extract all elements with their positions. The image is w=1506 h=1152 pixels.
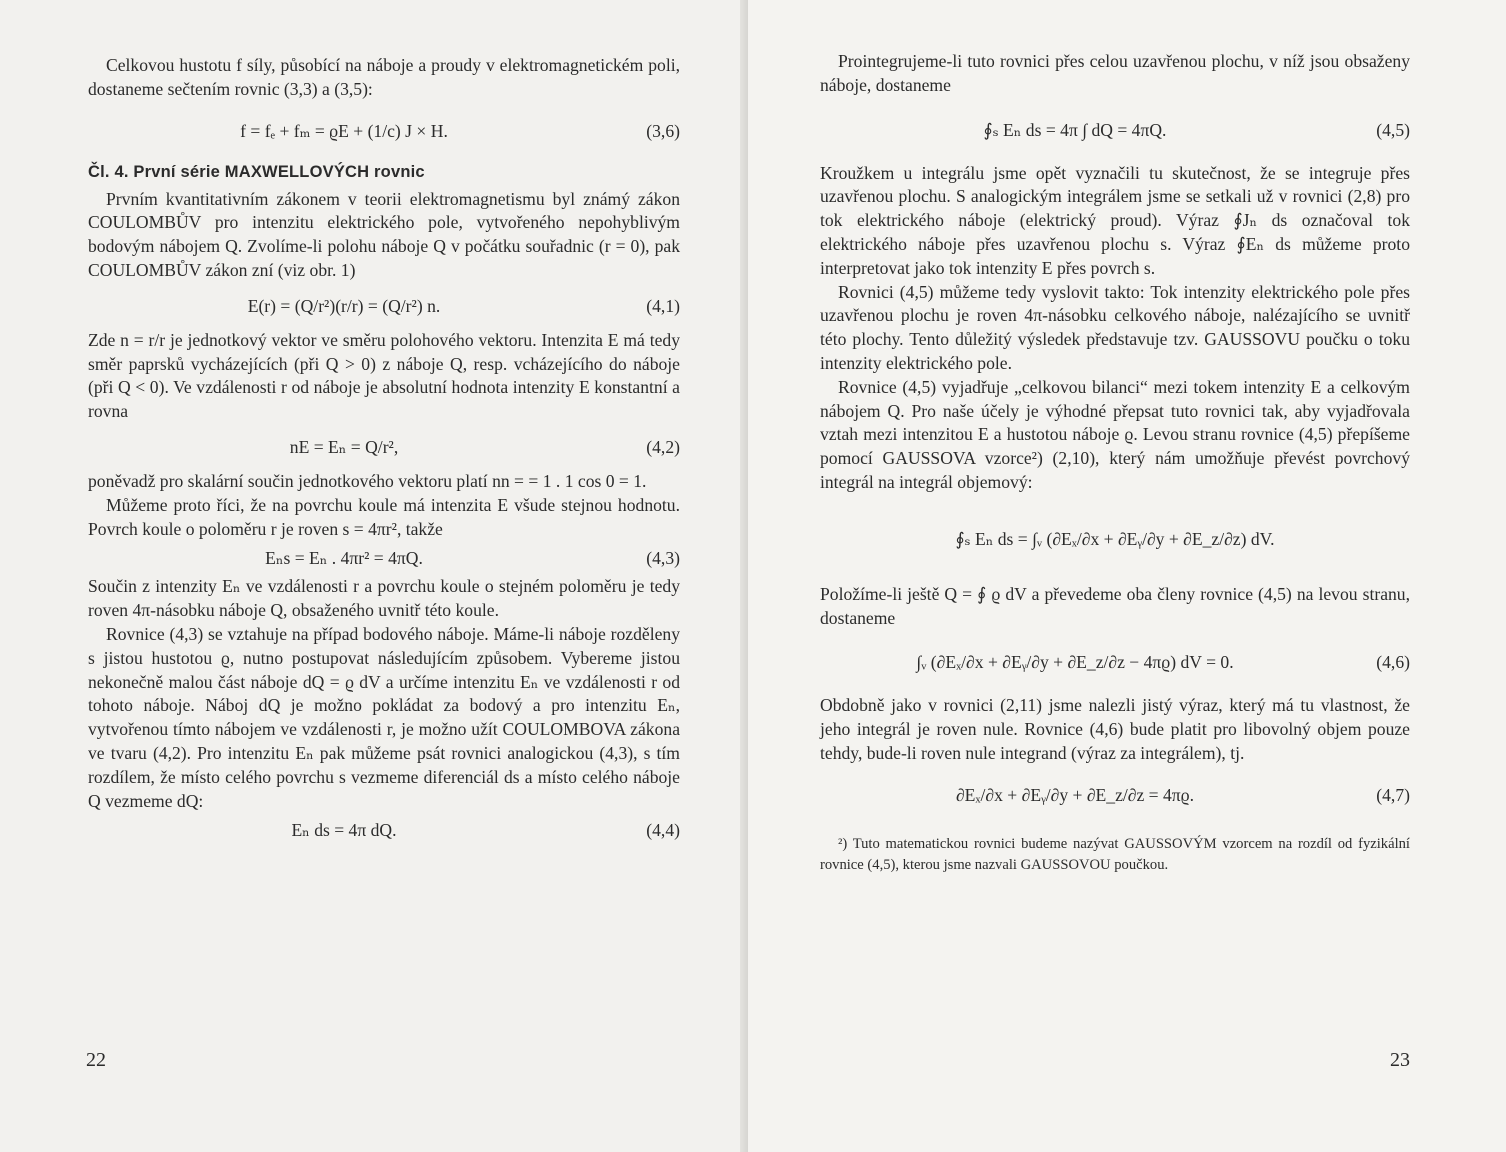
- equation-number: (4,6): [1376, 652, 1410, 673]
- page-number: 22: [86, 1049, 106, 1071]
- equation-number: (4,3): [646, 548, 680, 569]
- paragraph: Prvním kvantitativním zákonem v teorii elektromagnetismu byl známý zákon COULOMBŮV pro intenzitu elektrického pole, vytvořeného nepohyblivým bodovým nábojem Q. Zvolíme-li polohu náboje Q v počátku souřadnic (r = 0), pak COULOMBŮV zákon zní (viz obr. 1): [88, 188, 680, 280]
- equation-number: (4,1): [646, 295, 680, 316]
- equation-expression: E(r) = (Q/r²)(r/r) = (Q/r²) n.: [247, 295, 441, 316]
- equation-4-1: [88, 283, 680, 329]
- equation-expression: ∫ᵥ (∂Eₓ/∂x + ∂Eᵧ/∂y + ∂E_z/∂z − 4πϱ) dV = 0.: [916, 652, 1234, 673]
- equation-number: (3,6): [646, 120, 680, 141]
- equation-number: (4,2): [646, 436, 680, 457]
- equation-4-2: [88, 424, 680, 470]
- right-page: [748, 0, 1506, 1152]
- equation-3-6: [88, 114, 680, 148]
- paragraph: Celkovou hustotu f síly, působící na náboje a proudy v elektromagnetickém poli, dostaneme sečtením rovnic (3,3) a (3,5):: [88, 55, 680, 99]
- section-heading: Čl. 4. První série MAXWELLOVÝCH rovnic: [88, 162, 425, 181]
- equation-4-5: [820, 98, 1410, 162]
- paragraph: Zde n = r/r je jednotkový vektor ve směru polohového vektoru. Intenzita E má tedy směr paprsků vycházejících (při Q > 0) z náboje Q, resp. vcházejícího do náboje (při Q < 0). Ve vzdálenosti r od náboje je absolutní hodnota intenzity E konstantní a rovna: [88, 329, 680, 422]
- equation-expression: ∮ₛ Eₙ ds = 4π ∫ dQ = 4πQ.: [983, 119, 1167, 140]
- equation-number: (4,4): [646, 820, 680, 841]
- equation-4-7: [820, 772, 1410, 818]
- paragraph: Rovnice (4,5) vyjadřuje „celkovou bilanci“ mezi tokem intenzity E a celkovým nábojem Q. Pro naše účely je výhodné přepsat tuto rovnici tak, aby vyjadřovala vztah mezi intenzitou E a hustotou náboje ϱ. Levou stranu rovnice (4,5) přepíšeme pomocí GAUSSOVA vzorce²) (2,10), který nám umožňuje převést povrchový integrál na integrál objemový:: [820, 376, 1410, 492]
- paragraph: Prointegrujeme-li tuto rovnici přes celou uzavřenou plochu, v níž jsou obsaženy náboje, dostaneme: [820, 51, 1410, 95]
- paragraph: Položíme-li ještě Q = ∮ ϱ dV a převedeme oba členy rovnice (4,5) na levou stranu, dostaneme: [820, 583, 1410, 628]
- paragraph: Můžeme proto říci, že na povrchu koule má intenzita E všude stejnou hodnotu. Povrch koule o poloměru r je roven s = 4πr², takže: [88, 494, 680, 539]
- equation-4-4: [88, 813, 680, 847]
- left-page: [0, 0, 748, 1152]
- footnote-separator: [820, 824, 1410, 834]
- footnote: ²) Tuto matematickou rovnici budeme nazývat GAUSSOVÝM vzorcem na rozdíl od fyzikální rovnice (4,5), kterou jsme nazvali GAUSSOVOU poučkou.: [820, 835, 1410, 873]
- equation-expression: ∮ₛ Eₙ ds = ∫ᵥ (∂Eₓ/∂x + ∂Eᵧ/∂y + ∂E_z/∂z) dV.: [955, 528, 1275, 549]
- equation-expression: nE = Eₙ = Q/r²,: [289, 436, 399, 457]
- paragraph: Kroužkem u integrálu jsme opět vyznačili tu skutečnost, že se integruje přes uzavřenou plochu. S analogickým integrálem jsme se setkali už v rovnici (2,8) pro tok elektrického náboje (elektrický proud). Výraz ∮Jₙ ds označoval tok elektrického náboje přes uzavřenou plochu s. Výraz ∮Eₙ ds můžeme proto interpretovat jako tok intenzity E přes povrch s.: [820, 162, 1410, 278]
- paragraph: Součin z intenzity Eₙ ve vzdálenosti r a povrchu koule o stejném poloměru je tedy roven 4π-násobku náboje Q, obsaženého uvnitř této koule.: [88, 576, 680, 621]
- equation-number: (4,5): [1376, 119, 1410, 140]
- equation-expression: ∂Eₓ/∂x + ∂Eᵧ/∂y + ∂E_z/∂z = 4πϱ.: [955, 784, 1195, 805]
- equation-expression: f = fₑ + fₘ = ϱE + (1/c) J × H.: [240, 120, 448, 141]
- equation-4-6: [820, 630, 1410, 694]
- paragraph: Rovnici (4,5) můžeme tedy vyslovit takto: Tok intenzity elektrického pole přes uzavřenou plochu je roven 4π-násobku celkového náboje, nalézajícího se uvnitř této plochy. Tento důležitý výsledek představuje tzv. GAUSSOVU poučku o toku intenzity elektrického pole.: [820, 281, 1410, 373]
- equation-number: (4,7): [1376, 784, 1410, 805]
- equation-gauss: [820, 495, 1410, 583]
- equation-4-3: [88, 541, 680, 575]
- paragraph: poněvadž pro skalární součin jednotkového vektoru platí nn = = 1 . 1 cos 0 = 1.: [88, 470, 647, 491]
- right-text-column: [820, 50, 1410, 876]
- equation-expression: Eₙ ds = 4π dQ.: [291, 820, 397, 841]
- left-text-column: [88, 54, 680, 847]
- paragraph: Obdobně jako v rovnici (2,11) jsme nalezli jistý výraz, který má tu vlastnost, že jeho integrál je roven nule. Rovnice (4,6) bude platit pro libovolný objem pouze tehdy, bude-li roven nule integrand (výraz za integrálem), tj.: [820, 695, 1410, 763]
- equation-expression: Eₙs = Eₙ . 4πr² = 4πQ.: [265, 548, 423, 569]
- page-number: 23: [1390, 1049, 1410, 1071]
- paragraph: Rovnice (4,3) se vztahuje na případ bodového náboje. Máme-li náboje rozděleny s jistou hustotou ϱ, nutno postupovat následujícím způsobem. Vybereme jistou nekonečně malou část náboje dQ = ϱ dV a určíme intenzitu Eₙ ve vzdálenosti r od tohoto náboje. Náboj dQ je možno pokládat za bodový a pro intenzitu Eₙ, vytvořenou tímto nábojem ve vzdálenosti r, je možno užít COULOMBOVA zákona ve tvaru (4,2). Pro intenzitu Eₙ pak můžeme psát rovnici analogickou (4,3), s tím rozdílem, že místo celého povrchu s vezmeme diferenciál ds a místo celého náboje Q vezmeme dQ:: [88, 623, 680, 811]
